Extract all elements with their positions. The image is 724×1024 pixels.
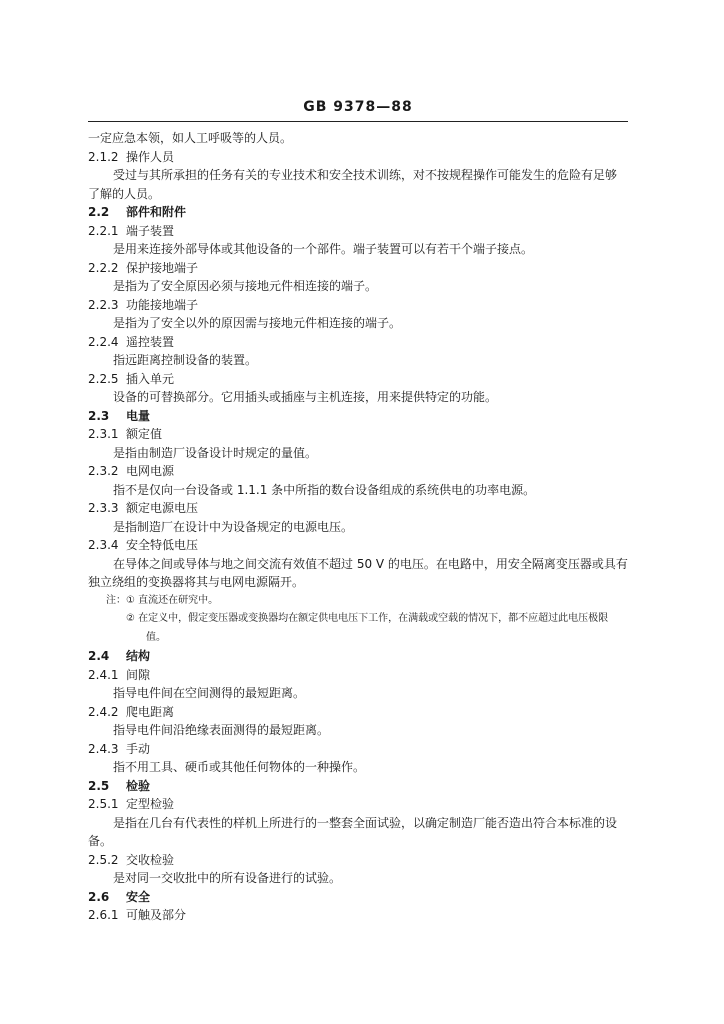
- clause-title: 间隙: [126, 667, 151, 682]
- clause-number: 2.2.3: [88, 297, 119, 312]
- clause-number: 2.4: [88, 649, 110, 663]
- clause-heading: [88, 462, 636, 481]
- clause-heading: [88, 370, 636, 389]
- paragraph-line: 受过与其所承担的任务有关的专业技术和安全技术训练，对不按规程操作可能发生的危险有足够: [113, 168, 618, 182]
- clause-number: 2.3.3: [88, 501, 119, 515]
- clause-number: 2.6: [88, 889, 110, 904]
- paragraph-continuation: 独立绕组的变换器将其与电网电源隔开。: [88, 575, 305, 589]
- section-heading: [88, 777, 636, 796]
- clause-number: 2.3.2: [88, 464, 119, 478]
- clause-number: 2.2: [88, 205, 110, 219]
- clause-heading: [88, 425, 636, 444]
- paragraph-line: 指导电件间沿绝缘表面测得的最短距离。: [113, 723, 330, 737]
- clause-title: 检验: [126, 778, 151, 793]
- document-body: [88, 129, 636, 925]
- section-heading: [88, 203, 636, 222]
- clause-title: 额定值: [126, 427, 163, 441]
- clause-heading: [88, 851, 636, 870]
- paragraph-line: 是指为了安全以外的原因需与接地元件相连接的端子。: [113, 316, 402, 330]
- paragraph-continuation: 备。: [88, 834, 113, 848]
- clause-title: 结构: [126, 649, 151, 663]
- clause-number: 2.3.1: [88, 427, 119, 441]
- clause-heading: [88, 499, 636, 518]
- paragraph-continuation: 一定应急本领，如人工呼吸等的人员。: [88, 131, 293, 145]
- clause-number: 2.3: [88, 408, 110, 423]
- clause-number: 2.5.2: [88, 852, 119, 867]
- clause-number: 2.4.3: [88, 741, 119, 756]
- clause-heading: [88, 906, 636, 925]
- clause-number: 2.2.2: [88, 260, 119, 275]
- clause-title: 插入单元: [126, 371, 175, 386]
- paragraph-line: 指远距离控制设备的装置。: [113, 353, 258, 367]
- paragraph-line: 指不是仅向一台设备或 1.1.1 条中所指的数台设备组成的系统供电的功率电源。: [113, 482, 536, 497]
- clause-number: 2.2.5: [88, 371, 119, 386]
- clause-title: 额定电源电压: [126, 501, 199, 515]
- section-heading: [88, 888, 636, 907]
- paragraph-line: 是指由制造厂设备设计时规定的量值。: [113, 445, 318, 460]
- clause-title: 安全特低电压: [126, 538, 199, 552]
- clause-number: 2.3.4: [88, 538, 119, 552]
- clause-number: 2.6.1: [88, 908, 119, 922]
- clause-title: 电量: [126, 408, 151, 423]
- clause-title: 操作人员: [126, 149, 175, 164]
- clause-title: 功能接地端子: [126, 297, 199, 312]
- clause-heading: [88, 666, 636, 685]
- clause-title: 定型检验: [126, 797, 175, 811]
- clause-heading: [88, 536, 636, 555]
- clause-title: 部件和附件: [126, 205, 187, 219]
- paragraph-continuation: 了解的人员。: [88, 186, 161, 201]
- clause-number: 2.4.2: [88, 704, 119, 719]
- clause-heading: [88, 222, 636, 241]
- paragraph-line: 是对同一交收批中的所有设备进行的试验。: [113, 871, 342, 885]
- clause-number: 2.4.1: [88, 667, 119, 682]
- clause-heading: [88, 703, 636, 722]
- clause-heading: [88, 795, 636, 814]
- clause-heading: [88, 333, 636, 352]
- paragraph-line: 是指在几台有代表性的样机上所进行的一整套全面试验，以确定制造厂能否造出符合本标准的设: [113, 815, 618, 830]
- section-heading: [88, 647, 636, 666]
- paragraph-line: 指不用工具、硬币或其他任何物体的一种操作。: [113, 760, 366, 774]
- clause-title: 爬电距离: [126, 704, 175, 719]
- note-continuation: 值。: [146, 631, 166, 643]
- clause-title: 遥控装置: [126, 334, 175, 349]
- clause-heading: [88, 740, 636, 759]
- standard-number-header: GB 9378—88: [303, 99, 413, 115]
- clause-number: 2.1.2: [88, 149, 119, 164]
- note-line: 注：① 直流还在研究中。: [106, 594, 219, 606]
- paragraph-line: 是指为了安全原因必须与接地元件相连接的端子。: [113, 279, 378, 293]
- paragraph-line: 在导体之间或导体与地之间交流有效值不超过 50 V 的电压。在电路中，用安全隔离变压器或具有: [113, 556, 628, 571]
- clause-heading: [88, 148, 636, 167]
- paragraph-line: 设备的可替换部分。它用插头或插座与主机连接，用来提供特定的功能。: [113, 390, 498, 404]
- clause-title: 手动: [126, 741, 151, 756]
- clause-number: 2.5.1: [88, 797, 119, 811]
- clause-number: 2.5: [88, 778, 110, 793]
- clause-number: 2.2.1: [88, 223, 119, 238]
- paragraph-line: 是用来连接外部导体或其他设备的一个部件。端子装置可以有若干个端子接点。: [113, 242, 534, 256]
- note-line: ② 在定义中，假定变压器或变换器均在额定供电电压下工作，在满载或空载的情况下，都不应超过此电压极限: [126, 613, 609, 624]
- section-heading: [88, 407, 636, 426]
- paragraph-line: 是指制造厂在设计中为设备规定的电源电压。: [113, 519, 354, 534]
- clause-heading: [88, 259, 636, 278]
- clause-title: 保护接地端子: [126, 260, 199, 275]
- clause-title: 安全: [126, 889, 151, 904]
- clause-heading: [88, 296, 636, 315]
- clause-number: 2.2.4: [88, 334, 119, 349]
- clause-title: 交收检验: [126, 852, 175, 867]
- clause-title: 电网电源: [126, 464, 175, 478]
- clause-title: 可触及部分: [126, 908, 187, 922]
- clause-title: 端子装置: [126, 223, 175, 238]
- paragraph-line: 指导电件间在空间测得的最短距离。: [113, 686, 306, 700]
- header-divider: [88, 121, 628, 122]
